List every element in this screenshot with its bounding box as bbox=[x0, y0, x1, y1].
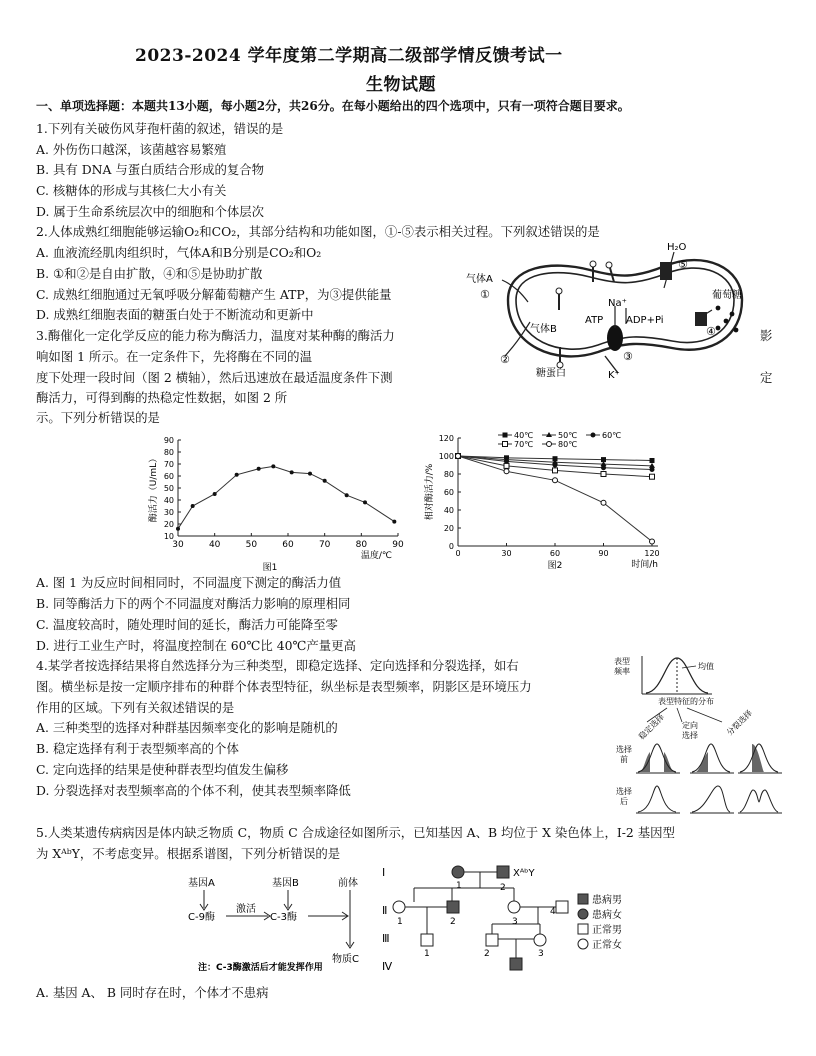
x-tick-label: 60 bbox=[549, 549, 561, 558]
q3-option-b: B. 同等酶活力下的两个不同温度对酶活力影响的原理相同 bbox=[36, 596, 351, 611]
svg-text:定向: 定向 bbox=[682, 721, 698, 730]
data-point bbox=[591, 433, 596, 438]
q3-line-3: 度下处理一段时间（图 2 横轴），然后迅速放在最适温度条件下测 bbox=[36, 370, 393, 385]
q2-option-c: C. 成熟红细胞通过无氧呼吸分解葡萄糖产生 ATP，为③提供能量 bbox=[36, 287, 392, 302]
data-point bbox=[271, 464, 275, 468]
svg-text:3: 3 bbox=[538, 949, 544, 959]
x-axis-label: 时间/h bbox=[631, 560, 658, 570]
svg-text:稳定选择: 稳定选择 bbox=[637, 712, 667, 742]
q1-option-a: A. 外伤伤口越深，该菌越容易繁殖 bbox=[36, 142, 227, 157]
data-point bbox=[176, 527, 180, 531]
x-tick-label: 60 bbox=[282, 540, 294, 550]
q5-option-a: A. 基因 A、 B 同时存在时，个体才不患病 bbox=[36, 985, 269, 1000]
q2-stem: 2.人体成熟红细胞能够运输O₂和CO₂，其部分结构和功能如图，①-⑤表示相关过程。下列叙述错误的是 bbox=[36, 224, 600, 239]
q1-option-d: D. 属于生命系统层次中的细胞和个体层次 bbox=[36, 204, 265, 219]
svg-text:Ⅲ: Ⅲ bbox=[382, 932, 390, 945]
chart-title: 图1 bbox=[262, 563, 278, 572]
y-tick-label: 30 bbox=[163, 508, 174, 517]
y-axis-label: 酶活力（U/mL） bbox=[149, 453, 159, 523]
label-process-3: ③ bbox=[623, 350, 633, 363]
legend-label: 40℃ bbox=[514, 431, 534, 440]
svg-text:均值: 均值 bbox=[698, 662, 714, 671]
data-point bbox=[650, 539, 655, 544]
y-tick-label: 20 bbox=[443, 524, 454, 533]
svg-text:后: 后 bbox=[620, 797, 628, 806]
svg-text:激活: 激活 bbox=[236, 904, 256, 915]
data-point bbox=[504, 469, 509, 474]
data-point bbox=[553, 478, 558, 483]
sodium-potassium-pump-icon bbox=[607, 325, 623, 351]
pedigree-chart bbox=[372, 862, 672, 974]
data-point bbox=[601, 500, 606, 505]
data-point bbox=[650, 467, 655, 472]
pedigree-III-2 bbox=[486, 934, 498, 946]
pedigree-II-1 bbox=[393, 901, 405, 913]
legend-label: 70℃ bbox=[514, 440, 534, 449]
q4-line-3: 作用的区域。下列有关叙述错误的是 bbox=[36, 700, 235, 715]
legend-affected-female: 患病女 bbox=[592, 910, 622, 921]
data-point bbox=[308, 472, 312, 476]
data-point bbox=[503, 442, 508, 447]
svg-text:前: 前 bbox=[620, 755, 628, 764]
label-process-2: ② bbox=[500, 353, 510, 366]
svg-text:分裂选择: 分裂选择 bbox=[725, 708, 755, 738]
q3-line-5: 示。下列分析错误的是 bbox=[36, 410, 160, 425]
q3-line-3-end: 定 bbox=[760, 370, 773, 385]
pedigree-I-1 bbox=[452, 866, 464, 878]
data-point bbox=[650, 458, 655, 463]
svg-text:1: 1 bbox=[456, 881, 462, 891]
glycoprotein-icon bbox=[606, 262, 614, 282]
label-glucose: 葡萄糖 bbox=[712, 290, 742, 301]
q3-option-d: D. 进行工业生产时，将温度控制在 60℃比 40℃产量更高 bbox=[36, 638, 356, 653]
data-point bbox=[235, 473, 239, 477]
data-point bbox=[553, 463, 558, 468]
x-tick-label: 0 bbox=[455, 549, 461, 558]
x-tick-label: 90 bbox=[598, 549, 609, 558]
data-point bbox=[547, 442, 552, 447]
svg-text:表型特征的分布: 表型特征的分布 bbox=[658, 697, 714, 706]
data-point bbox=[456, 454, 461, 459]
q4-option-b: B. 稳定选择有利于表型频率高的个体 bbox=[36, 741, 239, 756]
y-axis-label: 相对酶活力/% bbox=[425, 463, 435, 521]
label-process-5: ⑤ bbox=[678, 258, 688, 271]
data-point bbox=[191, 504, 195, 508]
legend-affected-male: 患病男 bbox=[592, 895, 622, 906]
svg-text:物质C: 物质C bbox=[332, 954, 359, 965]
data-point bbox=[601, 465, 606, 470]
q4-option-a: A. 三种类型的选择对种群基因频率变化的影响是随机的 bbox=[36, 720, 338, 735]
x-axis-label: 温度/℃ bbox=[360, 551, 392, 561]
glucose-molecules-icon bbox=[716, 306, 739, 333]
subject-title: 生物试题 bbox=[366, 75, 436, 95]
svg-text:3: 3 bbox=[512, 917, 518, 927]
pedigree-II-4 bbox=[556, 901, 568, 913]
thermostability-chart bbox=[420, 428, 680, 573]
data-point bbox=[323, 479, 327, 483]
q3-option-a: A. 图 1 为反应时间相同时，不同温度下测定的酶活力值 bbox=[36, 575, 342, 590]
q4-line-2: 图。横坐标是按一定顺序排布的种群个体表型特征，纵坐标是表型频率，阴影区是环境压力 bbox=[36, 679, 532, 694]
q3-line-1: 3.酶催化一定化学反应的能力称为酶活力，温度对某种酶的酶活力 bbox=[36, 328, 395, 343]
svg-text:选择: 选择 bbox=[682, 731, 698, 740]
data-point bbox=[213, 492, 217, 496]
y-tick-label: 10 bbox=[163, 532, 174, 541]
y-tick-label: 80 bbox=[163, 448, 174, 457]
legend-normal-male-icon bbox=[578, 924, 588, 934]
legend-affected-female-icon bbox=[578, 909, 588, 919]
y-tick-label: 40 bbox=[163, 496, 174, 505]
data-point bbox=[650, 474, 655, 479]
label-gas-a: 气体A bbox=[466, 274, 493, 285]
svg-text:注：C-3酶激活后才能发挥作用: 注：C-3酶激活后才能发挥作用 bbox=[198, 963, 323, 972]
data-point bbox=[553, 468, 558, 473]
data-point bbox=[345, 493, 349, 497]
data-point bbox=[503, 433, 508, 438]
legend-affected-male-icon bbox=[578, 894, 588, 904]
x-tick-label: 120 bbox=[644, 549, 660, 558]
data-point bbox=[290, 470, 294, 474]
svg-text:基因A: 基因A bbox=[188, 878, 215, 889]
label-sodium: Na⁺ bbox=[608, 298, 627, 309]
data-point bbox=[363, 500, 367, 504]
data-point bbox=[504, 463, 509, 468]
x-tick-label: 80 bbox=[355, 540, 368, 550]
legend-normal-male: 正常男 bbox=[592, 925, 622, 936]
x-tick-label: 30 bbox=[172, 540, 184, 550]
x-tick-label: 70 bbox=[318, 540, 331, 550]
svg-text:Ⅳ: Ⅳ bbox=[382, 960, 393, 973]
svg-text:2: 2 bbox=[500, 883, 506, 893]
x-tick-label: 40 bbox=[208, 540, 221, 550]
x-tick-label: 50 bbox=[245, 540, 258, 550]
q3-line-1-end: 影 bbox=[760, 328, 773, 343]
y-tick-label: 100 bbox=[438, 452, 454, 461]
y-tick-label: 0 bbox=[448, 542, 454, 551]
y-tick-label: 50 bbox=[163, 484, 174, 493]
q2-option-d: D. 成熟红细胞表面的糖蛋白处于不断流动和更新中 bbox=[36, 307, 314, 322]
q2-option-b: B. ①和②是自由扩散，④和⑤是协助扩散 bbox=[36, 266, 263, 281]
legend-label: 60℃ bbox=[602, 431, 622, 440]
exam-title: 2023-2024 学年度第二学期高二级部学情反馈考试一 bbox=[135, 46, 563, 66]
svg-text:选择: 选择 bbox=[616, 745, 632, 754]
q3-option-c: C. 温度较高时，随处理时间的延长，酶活力可能降至零 bbox=[36, 617, 338, 632]
y-tick-label: 60 bbox=[163, 472, 174, 481]
y-tick-label: 90 bbox=[163, 436, 174, 445]
red-blood-cell-figure bbox=[460, 238, 760, 386]
chart-title: 图2 bbox=[547, 561, 563, 571]
label-potassium: K⁺ bbox=[608, 370, 620, 381]
svg-text:C-3酶: C-3酶 bbox=[270, 912, 297, 923]
svg-text:2: 2 bbox=[484, 949, 490, 959]
q4-option-c: C. 定向选择的结果是使种群表型均值发生偏移 bbox=[36, 762, 289, 777]
q1-option-b: B. 具有 DNA 与蛋白质结合形成的复合物 bbox=[36, 162, 265, 177]
label-process-1: ① bbox=[480, 288, 490, 301]
pedigree-I-2-genotype: XᴬᵇY bbox=[513, 868, 535, 879]
svg-text:表型: 表型 bbox=[614, 657, 630, 666]
y-tick-label: 70 bbox=[163, 460, 174, 469]
svg-text:频率: 频率 bbox=[614, 667, 630, 676]
svg-text:1: 1 bbox=[424, 949, 430, 959]
data-point bbox=[601, 472, 606, 477]
substance-c-pathway-diagram bbox=[180, 872, 380, 972]
glycoprotein-icon bbox=[556, 288, 562, 310]
q2-option-a: A. 血液流经肌肉组织时，气体A和B分别是CO₂和O₂ bbox=[36, 245, 322, 260]
y-tick-label: 60 bbox=[443, 488, 454, 497]
q3-line-2: 响如图 1 所示。在一定条件下，先将酶在不同的温 bbox=[36, 349, 312, 364]
q1-stem: 1.下列有关破伤风芽孢杆菌的叙述，错误的是 bbox=[36, 121, 284, 136]
x-tick-label: 30 bbox=[501, 549, 512, 558]
label-glycoprotein: 糖蛋白 bbox=[536, 368, 566, 379]
label-process-4: ④ bbox=[706, 325, 716, 338]
pedigree-II-2 bbox=[447, 901, 459, 913]
q4-line-1: 4.某学者按选择结果将自然选择分为三种类型，即稳定选择、定向选择和分裂选择，如右 bbox=[36, 658, 519, 673]
natural-selection-diagram bbox=[612, 652, 792, 820]
y-tick-label: 40 bbox=[443, 506, 454, 515]
section-heading: 一、单项选择题：本题共13小题，每小题2分，共26分。在每小题给出的四个选项中，只有一项符合题目要求。 bbox=[36, 99, 630, 113]
svg-text:4: 4 bbox=[550, 907, 556, 917]
y-tick-label: 20 bbox=[163, 520, 174, 529]
legend-label: 50℃ bbox=[558, 431, 578, 440]
y-tick-label: 80 bbox=[443, 470, 454, 479]
pedigree-IV-1 bbox=[510, 958, 522, 970]
label-gas-b: 气体B bbox=[530, 324, 557, 335]
svg-text:Ⅰ: Ⅰ bbox=[382, 866, 386, 879]
svg-text:C-9酶: C-9酶 bbox=[188, 912, 215, 923]
label-atp: ATP bbox=[585, 315, 604, 326]
glycoprotein-icon bbox=[557, 347, 563, 368]
enzyme-activity-chart bbox=[140, 432, 410, 572]
q1-option-c: C. 核糖体的形成与其核仁大小有关 bbox=[36, 183, 227, 198]
svg-text:Ⅱ: Ⅱ bbox=[382, 904, 388, 917]
q4-option-d: D. 分裂选择对表型频率高的个体不利，使其表型频率降低 bbox=[36, 783, 351, 798]
svg-text:选择: 选择 bbox=[616, 787, 632, 796]
legend-label: 80℃ bbox=[558, 440, 578, 449]
q5-line-2: 为 XᴬᵇY，不考虑变异。根据系谱图，下列分析错误的是 bbox=[36, 846, 341, 861]
svg-text:前体: 前体 bbox=[338, 878, 358, 889]
svg-text:1: 1 bbox=[397, 917, 403, 927]
data-point bbox=[392, 520, 396, 524]
x-tick-label: 90 bbox=[392, 540, 404, 550]
label-adp: ADP+Pi bbox=[626, 315, 664, 326]
svg-text:基因B: 基因B bbox=[272, 878, 299, 889]
legend-normal-female: 正常女 bbox=[592, 940, 622, 951]
data-point bbox=[257, 467, 261, 471]
svg-text:2: 2 bbox=[450, 917, 456, 927]
label-water: H₂O bbox=[667, 242, 687, 253]
q3-line-4: 酶活力，可得到酶的热稳定性数据，如图 2 所 bbox=[36, 390, 288, 405]
legend-normal-female-icon bbox=[578, 939, 588, 949]
pedigree-III-3 bbox=[534, 934, 546, 946]
y-tick-label: 120 bbox=[438, 434, 454, 443]
pedigree-I-2 bbox=[497, 866, 509, 878]
pedigree-II-3 bbox=[508, 901, 520, 913]
pedigree-III-1 bbox=[421, 934, 433, 946]
series-line bbox=[178, 466, 394, 528]
q5-line-1: 5.人类某遗传病病因是体内缺乏物质 C，物质 C 合成途径如图所示，已知基因 A、B 均位于 X 染色体上，I-2 基因型 bbox=[36, 825, 675, 840]
